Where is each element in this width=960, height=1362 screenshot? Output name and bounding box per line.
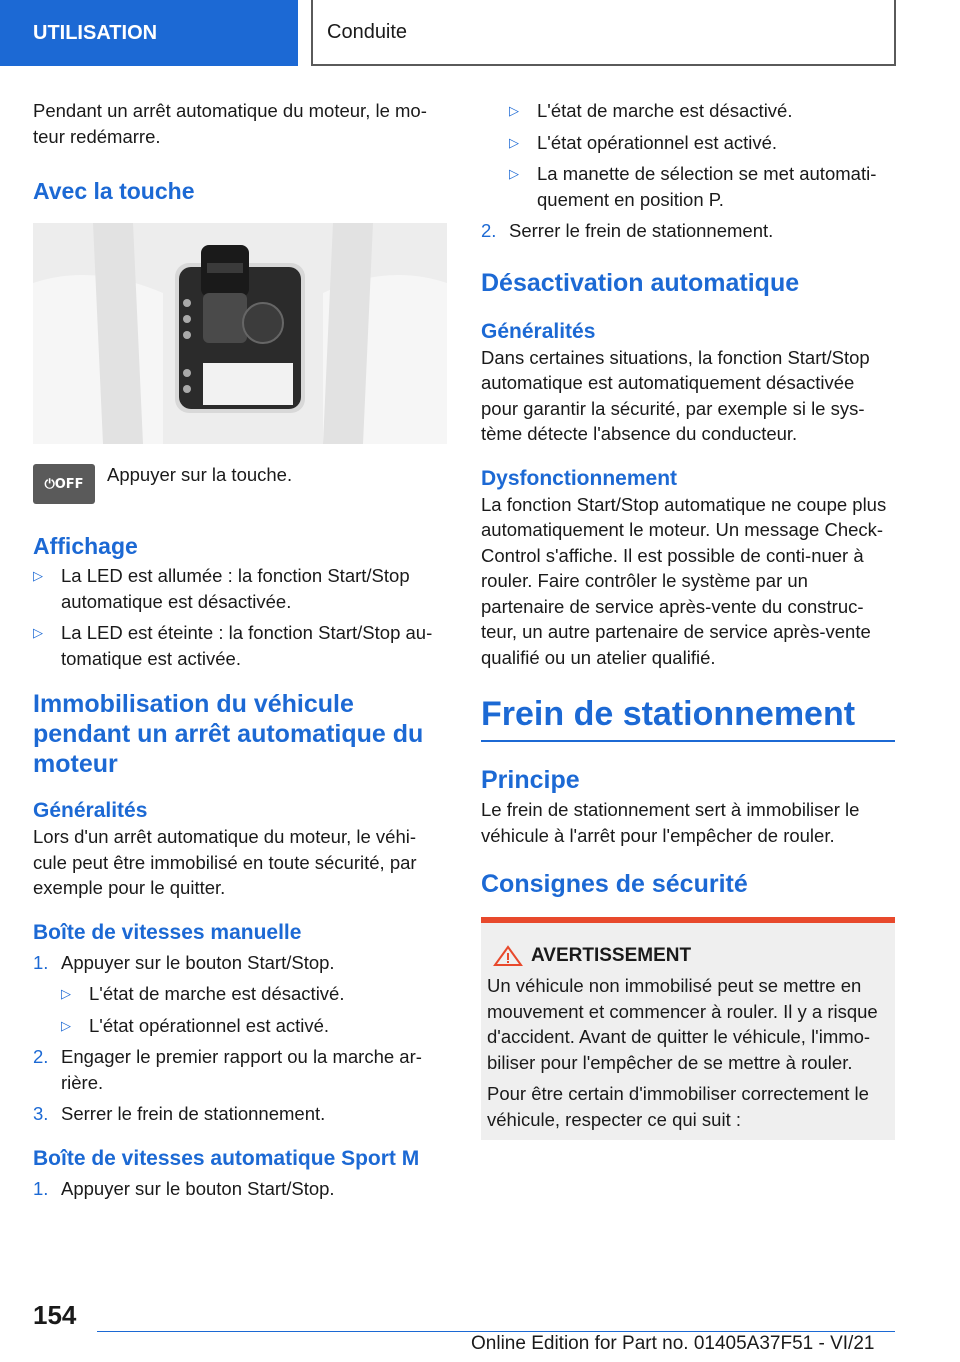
triangle-bullet-icon: ▷	[33, 568, 43, 583]
warning-triangle-icon	[493, 945, 523, 967]
avec-touche-title: Avec la touche	[33, 178, 195, 204]
principe-title: Principe	[481, 766, 580, 794]
consignes-title: Consignes de sécurité	[481, 870, 748, 898]
warning-text-2: Pour être certain d'immobiliser correctement le véhicule, respecter ce qui suit :	[487, 1083, 869, 1130]
automatique-title: Boîte de vitesses automatique Sport M	[33, 1146, 420, 1170]
right-column	[481, 98, 895, 1140]
left-column	[33, 98, 447, 1201]
generalites-text: Lors d'un arrêt automatique du moteur, le véhi-cule peut être immobilisé en toute sécurité, par exemple pour le quitter.	[33, 826, 417, 898]
center-console-illustration	[33, 223, 447, 444]
footer-edition: Online Edition for Part no. 01405A37F51 - VI/21	[471, 1333, 875, 1354]
desactivation-title: Désactivation automatique	[481, 268, 800, 297]
list-item: ▷ L'état de marche est désactivé.	[481, 98, 895, 124]
title-underline	[481, 740, 895, 742]
affichage-title: Affichage	[33, 533, 138, 559]
list-item: ▷ L'état opérationnel est activé.	[33, 1013, 447, 1039]
manuelle-title: Boîte de vitesses manuelle	[33, 920, 302, 944]
list-item: ▷ L'état opérationnel est activé.	[481, 130, 895, 156]
off-button-row	[33, 464, 447, 504]
list-item: 3. Serrer le frein de stationnement.	[33, 1103, 326, 1124]
list-item: ▷ L'état de marche est désactivé.	[33, 981, 447, 1007]
triangle-bullet-icon: ▷	[61, 986, 71, 1001]
list-item: ▷ La LED est éteinte : la fonction Start/Stop au-tomatique est activée.	[33, 620, 447, 671]
console-photo	[33, 223, 447, 444]
list-item: 1. Appuyer sur le bouton Start/Stop.	[33, 1177, 335, 1199]
triangle-bullet-icon: ▷	[33, 625, 43, 640]
warning-box	[481, 917, 895, 1140]
generalites-title: Généralités	[33, 799, 148, 822]
appuyer-touche-text: Appuyer sur la touche.	[107, 464, 293, 485]
page-number: 154	[33, 1300, 77, 1330]
dysfonctionnement-text: La fonction Start/Stop automatique ne coupe plus automatiquement le moteur. Un message Check-Control s'affiche. Il est possible de conti-nuer à rouler. Faire contrôler le système par un partenaire de service après-vente du construc-teur, un autre partenaire de service après-vente qualifié ou un atelier qualifié.	[481, 493, 887, 668]
triangle-bullet-icon: ▷	[61, 1017, 71, 1033]
header-section-tab: UTILISATION	[0, 0, 298, 66]
intro-text: Pendant un arrêt automatique du moteur, le mo-teur redémarre.	[33, 100, 427, 147]
dysfonctionnement-title: Dysfonctionnement	[481, 466, 678, 490]
start-stop-off-button-icon: ⏻OFF	[33, 464, 95, 504]
header-subsection: Conduite	[311, 0, 896, 66]
generalites-title-right: Généralités	[481, 319, 596, 343]
warning-header: AVERTISSEMENT	[481, 923, 895, 967]
generalites-text-right: Dans certaines situations, la fonction Start/Stop automatique est automatiquement désactivée pour garantir la sécurité, par exemple si le sys-tème détecte l'absence du conducteur.	[481, 346, 870, 444]
footer-divider	[97, 1331, 895, 1332]
list-item: 2. Serrer le frein de stationnement.	[481, 220, 774, 241]
triangle-bullet-icon: ▷	[509, 166, 519, 181]
list-item: ▷ La manette de sélection se met automati-quement en position P.	[481, 161, 895, 212]
immobilisation-title: Immobilisation du véhicule pendant un arrêt automatique du moteur	[33, 690, 424, 778]
list-item: ▷ La LED est allumée : la fonction Start/Stop automatique est désactivée.	[33, 563, 447, 614]
frein-stationnement-title: Frein de stationnement	[481, 695, 856, 733]
triangle-bullet-icon: ▷	[509, 103, 519, 118]
list-item: 1. Appuyer sur le bouton Start/Stop.	[33, 951, 335, 973]
list-item: 2. Engager le premier rapport ou la marche ar-rière.	[33, 1046, 422, 1093]
triangle-bullet-icon: ▷	[509, 134, 519, 150]
principe-text: Le frein de stationnement sert à immobiliser le véhicule à l'arrêt pour l'empêcher de rouler.	[481, 799, 860, 846]
warning-text-1: Un véhicule non immobilisé peut se mettre en mouvement et commencer à rouler. Il y a risque d'accident. Avant de quitter le véhicule, l'immo-biliser pour l'empêcher de se mettre à rouler.	[487, 975, 878, 1073]
